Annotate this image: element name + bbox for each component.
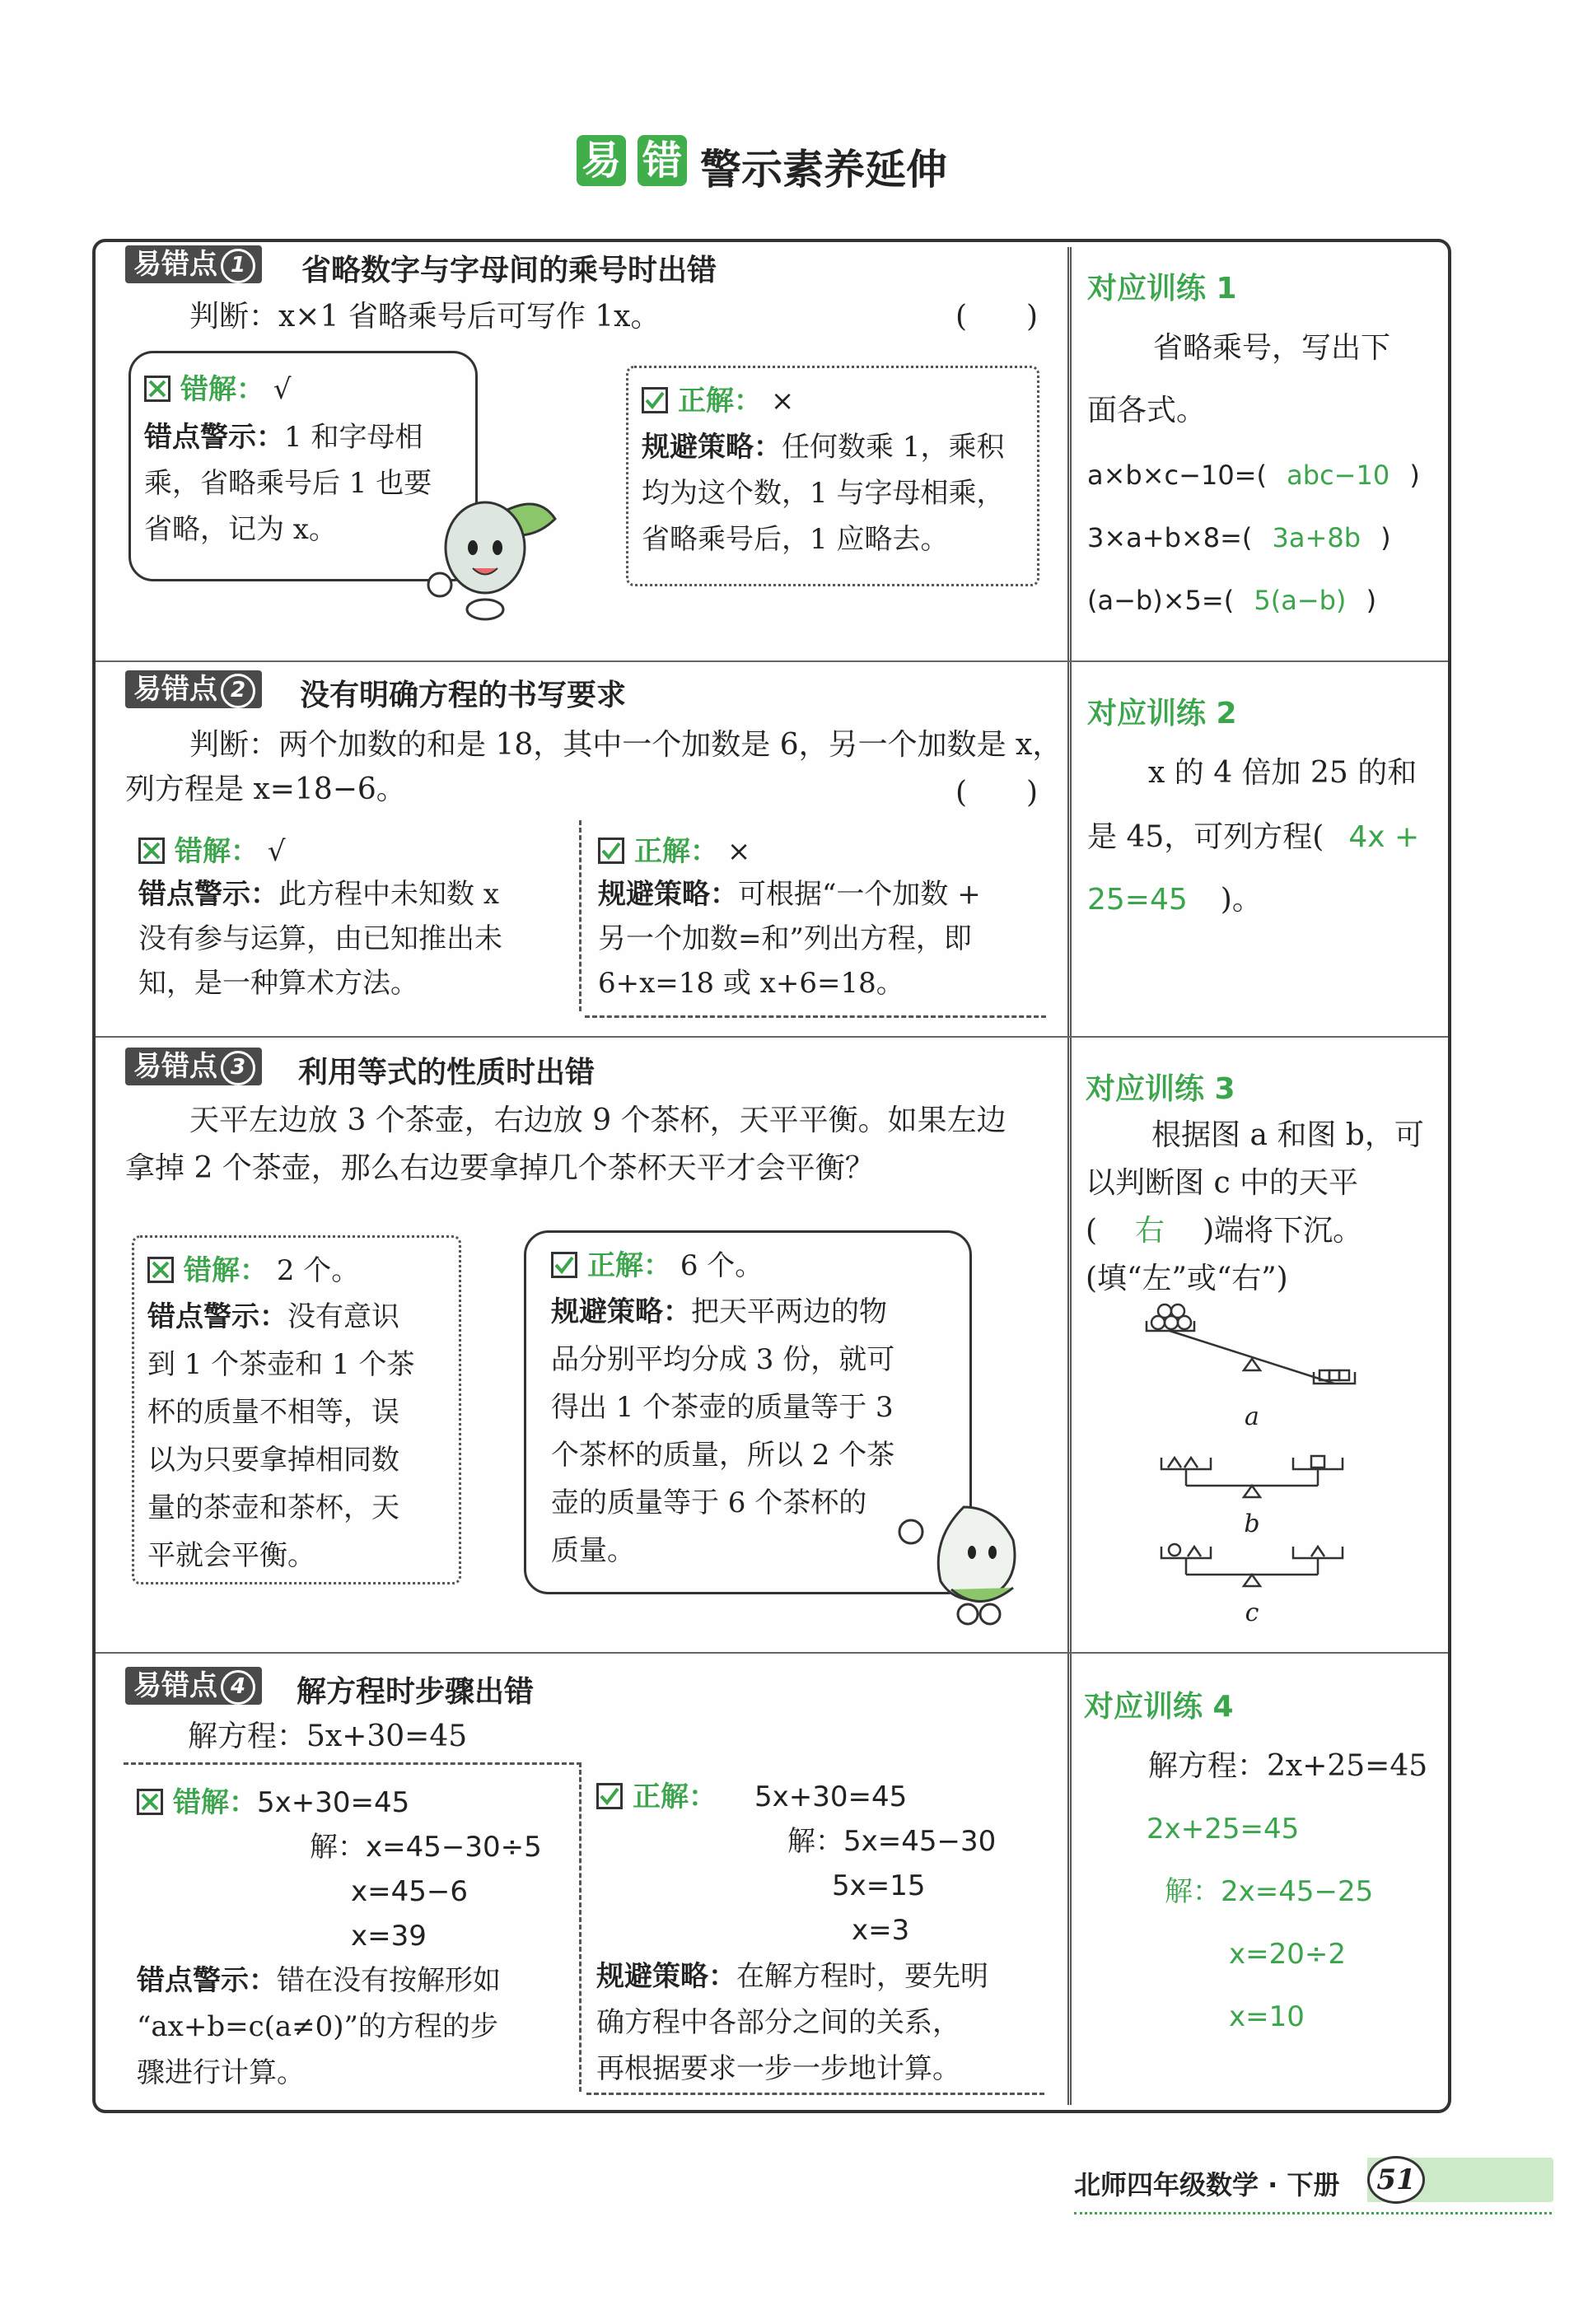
- practice-2-line: 25=45 )。: [1087, 883, 1262, 917]
- section-2-paren: ( ): [955, 776, 1039, 810]
- practice-3-hint: (填“左”或“右”): [1086, 1262, 1288, 1295]
- header-title: 警示素养延伸: [700, 146, 947, 194]
- section-4-question: 解方程：5x+30=45: [188, 1720, 468, 1753]
- error-tag-3: 易错点 3: [125, 1048, 262, 1085]
- practice-2-line: 是 45，可列方程( 4x +: [1087, 820, 1420, 854]
- fig-label-c: c: [1245, 1598, 1259, 1627]
- wrong-box-1: 错解： √ 错点警示：1 和字母相 乘，省略乘号后 1 也要 省略，记为 x。: [128, 351, 478, 581]
- cross-icon: [137, 1789, 163, 1815]
- cross-icon: [147, 1257, 174, 1283]
- section-divider-3: [96, 1652, 1448, 1654]
- right-box-2: 正解： × 规避策略：可根据“一个加数 + 另一个加数=和”列出方程，即 6+x=18 或 x+6=18。: [585, 820, 1046, 1018]
- mascot-icon: [890, 1491, 1054, 1631]
- error-tag-2: 易错点 2: [125, 670, 262, 708]
- practice-2-line: x 的 4 倍加 25 的和: [1148, 756, 1418, 790]
- section-1-question: 判断：x×1 省略乘号后可写作 1x。: [189, 300, 661, 334]
- section-4-title: 解方程时步骤出错: [297, 1675, 535, 1709]
- cross-icon: [138, 838, 165, 864]
- fig-label-a: a: [1245, 1402, 1259, 1431]
- practice-3-line: ( 右 )端将下沉。: [1086, 1214, 1363, 1248]
- fig-label-b: b: [1244, 1510, 1260, 1538]
- header-char-2: 错: [638, 135, 687, 186]
- practice-1-eq-1: a×b×c−10=( abc−10 ): [1087, 460, 1420, 491]
- section-1-paren: ( ): [955, 300, 1039, 334]
- wrong-box-3: 错解： 2 个。 错点警示：没有意识 到 1 个茶壶和 1 个茶 杯的质量不相等，误 以为只要拿掉相同数 量的茶壶和茶杯，天 平就会平衡。: [132, 1235, 461, 1584]
- mascot-icon: [415, 478, 563, 626]
- check-icon: [551, 1252, 577, 1278]
- section-3-question: 拿掉 2 个茶壶，那么右边要拿掉几个茶杯天平才会平衡？: [125, 1151, 875, 1185]
- error-tag-1: 易错点 1: [125, 245, 262, 283]
- practice-1-line: 面各式。: [1087, 394, 1207, 427]
- section-3-title: 利用等式的性质时出错: [298, 1056, 596, 1090]
- practice-1-title: 对应训练 1: [1087, 272, 1237, 306]
- right-box-4: 正解： 5x+30=45 解：5x=45−30 5x=15 x=3 规避策略：在解方程时，要先明 确方程中各部分之间的关系， 再根据要求一步一步地计算。: [586, 1762, 1044, 2095]
- practice-3-title: 对应训练 3: [1086, 1072, 1235, 1106]
- practice-2-title: 对应训练 2: [1087, 697, 1237, 730]
- practice-4-answer: x=10: [1229, 2000, 1305, 2033]
- error-tag-4: 易错点 4: [125, 1667, 262, 1705]
- practice-4-answer: x=20÷2: [1229, 1938, 1346, 1971]
- practice-3-line: 根据图 a 和图 b，可: [1151, 1118, 1424, 1152]
- wrong-box-2: 错解： √ 错点警示：此方程中未知数 x 没有参与运算，由已知推出未 知，是一种算术方法。: [128, 820, 581, 1011]
- practice-4-title: 对应训练 4: [1084, 1690, 1234, 1724]
- footer-dots: [1074, 2212, 1552, 2214]
- section-divider-2: [96, 1036, 1448, 1038]
- practice-4-answer: 解：2x=45−25: [1165, 1875, 1374, 1908]
- right-box-3: 正解： 6 个。 规避策略：把天平两边的物 品分别平均分成 3 份，就可 得出 1 个茶壶的质量等于 3 个茶杯的质量，所以 2 个茶 壶的质量等于 6 个茶杯的 质量。: [524, 1230, 972, 1594]
- section-2-question: 判断：两个加数的和是 18，其中一个加数是 6，另一个加数是 x，: [189, 728, 1063, 762]
- right-box-1: 正解： × 规避策略：任何数乘 1，乘积 均为这个数，1 与字母相乘， 省略乘号后，1 应略去。: [626, 366, 1039, 586]
- page-number: 51: [1367, 2156, 1425, 2204]
- practice-4-answer: 2x+25=45: [1147, 1813, 1300, 1846]
- section-2-question: 列方程是 x=18−6。: [125, 772, 406, 806]
- check-icon: [596, 1783, 623, 1809]
- check-icon: [598, 838, 624, 864]
- practice-4-line: 解方程：2x+25=45: [1148, 1749, 1428, 1783]
- section-3-question: 天平左边放 3 个茶壶，右边放 9 个茶杯，天平平衡。如果左边: [189, 1104, 1007, 1137]
- check-icon: [642, 387, 668, 413]
- cross-icon: [144, 376, 170, 402]
- section-2-title: 没有明确方程的书写要求: [300, 679, 627, 712]
- wrong-box-4: 错解：5x+30=45 解：x=45−30÷5 x=45−6 x=39 错点警示：错在没有按解形如 “ax+b=c(a≠0)”的方程的步 骤进行计算。: [124, 1762, 581, 2092]
- section-divider-1: [96, 660, 1448, 662]
- footer-book: 北师四年级数学 · 下册: [1074, 2169, 1340, 2200]
- practice-3-line: 以判断图 c 中的天平: [1086, 1166, 1359, 1200]
- section-1-title: 省略数字与字母间的乘号时出错: [301, 254, 717, 287]
- column-divider: [1067, 247, 1072, 2105]
- header-char-1: 易: [577, 135, 626, 186]
- practice-1-eq-3: (a−b)×5=( 5(a−b) ): [1087, 585, 1377, 616]
- practice-1-line: 省略乘号，写出下: [1153, 331, 1391, 365]
- balance-figures: [1137, 1303, 1384, 1632]
- practice-1-eq-2: 3×a+b×8=( 3a+8b ): [1087, 522, 1391, 553]
